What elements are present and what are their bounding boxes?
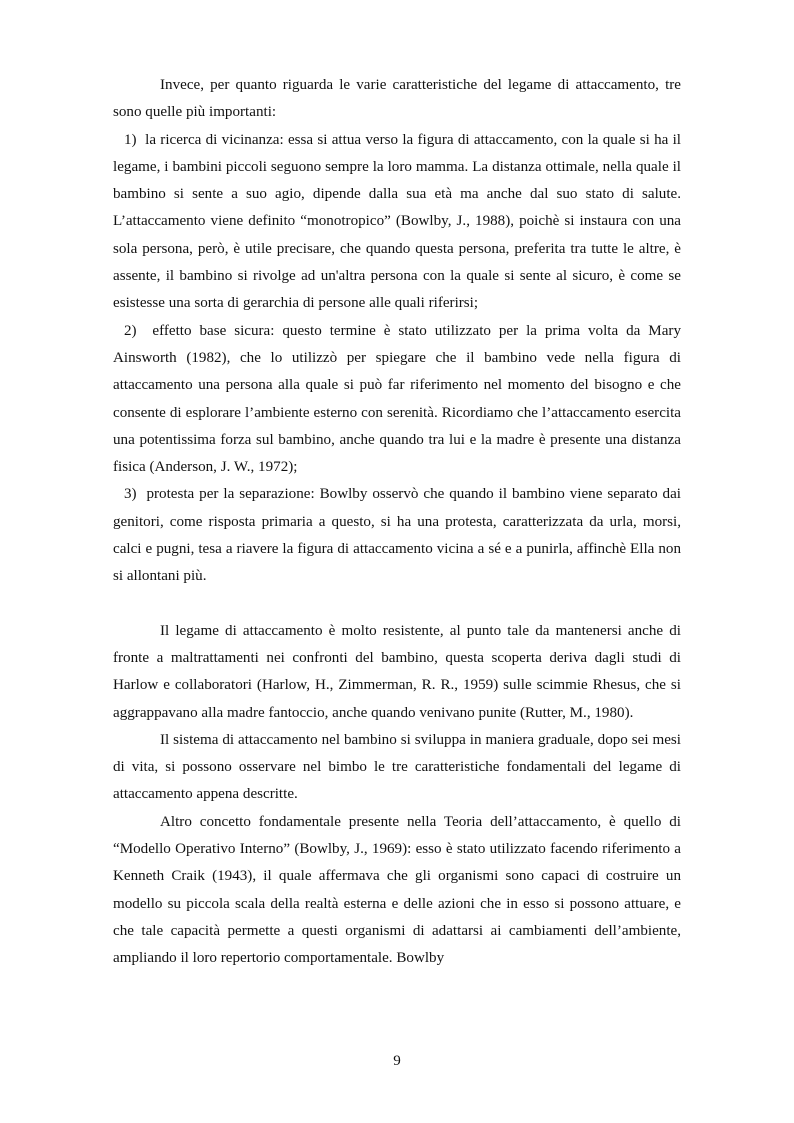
paragraph-spacer: [113, 591, 681, 618]
list-item-protesta: 3) protesta per la separazione: Bowlby osservò che quando il bambino viene separato dai genitori, come risposta primaria a questo, si ha una protesta, caratterizzata da urla, morsi, calci e pugni, tesa a riavere la figura di attaccamento vicina a sé e a punirla, affinchè Ella non si allontani più.: [113, 486, 681, 585]
list-item-base-sicura: 2) effetto base sicura: questo termine è stato utilizzato per la prima volta da Mary Ainsworth (1982), che lo utilizzò per spiegare che il bambino vede nella figura di attaccamento una persona alla quale si può far riferimento nel momento del bisogno e che consente di esplorare l’ambiente esterno con serenità. Ricordiamo che l’attaccamento esercita una potentissima forza sul bambino, anche quando tra lui e la madre è presente una distanza fisica (Anderson, J. W., 1972);: [113, 322, 681, 476]
paragraph-modello: Altro concetto fondamentale presente nella Teoria dell’attaccamento, è quello di “Modello Operativo Interno” (Bowlby, J., 1969): esso è stato utilizzato facendo riferimento a Kenneth Craik (1943), il quale affermava che gli organismi sono capaci di costruire un modello su piccola scala della realtà esterna e delle azioni che in esso si possono attuare, e che tale capacità permette a questi organismi di adattarsi ai cambiamenti dell’ambiente, ampliando il loro repertorio comportamentale. Bowlby: [113, 813, 681, 967]
paragraph-legame: Il legame di attaccamento è molto resistente, al punto tale da mantenersi anche di fronte a maltrattamenti nei confronti del bambino, questa scoperta deriva dagli studi di Harlow e collaboratori (Harlow, H., Zimmerman, R. R., 1959) sulle scimmie Rhesus, che si aggrappavano alla madre fantoccio, anche quando venivano punite (Rutter, M., 1980).: [113, 622, 681, 721]
paragraph-sistema: Il sistema di attaccamento nel bambino si sviluppa in maniera graduale, dopo sei mesi di vita, si possono osservare nel bimbo le tre caratteristiche fondamentali del legame di attaccamento appena descritte.: [113, 731, 681, 803]
page-body: [113, 72, 681, 973]
list-item-vicinanza: 1) la ricerca di vicinanza: essa si attua verso la figura di attaccamento, con la quale si ha il legame, i bambini piccoli seguono sempre la loro mamma. La distanza ottimale, nella quale il bambino si sente a suo agio, dipende dalla sua età ma anche dal suo stato di salute. L’attaccamento viene definito “monotropico” (Bowlby, J., 1988), poichè si instaura con una sola persona, però, è utile precisare, che quando questa persona, preferita tra tutte le altre, è assente, il bambino si rivolge ad un'altra persona con la quale si sente al sicuro, è come se esistesse una sorta di gerarchia di persone alle quali riferirsi;: [113, 131, 681, 312]
paragraph-intro: Invece, per quanto riguarda le varie caratteristiche del legame di attaccamento, tre sono quelle più importanti:: [113, 77, 681, 121]
page-number: 9: [393, 1053, 401, 1069]
